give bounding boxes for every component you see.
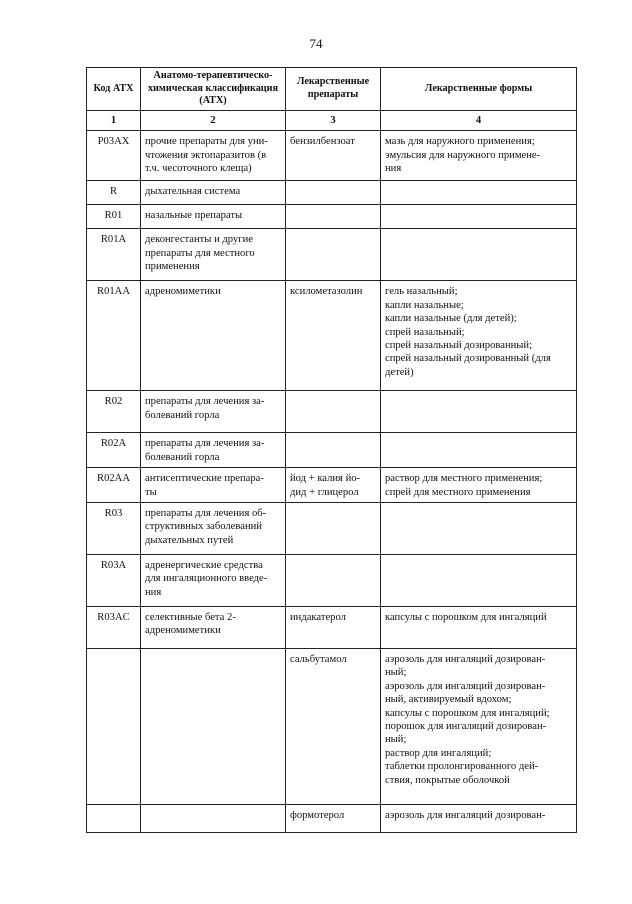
- dosage-forms-cell: [381, 229, 577, 281]
- atc-code-cell: R01A: [87, 229, 141, 281]
- dosage-forms-cell: [381, 503, 577, 555]
- table-row: [87, 468, 577, 503]
- column-number-row: [87, 111, 577, 131]
- drug-name-cell: индакатерол: [286, 607, 381, 649]
- classification-cell: адренергические средства для ингаляционного введе- ния: [141, 555, 286, 607]
- drug-name-cell: [286, 391, 381, 433]
- table-row: [87, 433, 577, 468]
- classification-cell: назальные препараты: [141, 205, 286, 229]
- column-number: 4: [381, 111, 577, 131]
- dosage-forms-cell: раствор для местного применения; спрей для местного применения: [381, 468, 577, 503]
- table-row: [87, 649, 577, 805]
- drug-name-cell: [286, 181, 381, 205]
- classification-cell: препараты для лечения об- структивных заболеваний дыхательных путей: [141, 503, 286, 555]
- table-row: [87, 555, 577, 607]
- drug-name-cell: [286, 555, 381, 607]
- table-row: [87, 131, 577, 181]
- table-row: [87, 205, 577, 229]
- header-atc-classification: Анатомо-терапевтическо-химическая классификация (АТХ): [141, 68, 286, 111]
- dosage-forms-cell: аэрозоль для ингаляций дозирован- ный; аэрозоль для ингаляций дозирован- ный, активируемый вдохом; капсулы с порошком для ингаляций; порошок для ингаляций дозирован- ный; раствор для ингаляций; таблетки пролонгированного дей- ствия, покрытые оболочкой: [381, 649, 577, 805]
- atc-code-cell: R02A: [87, 433, 141, 468]
- table-row: [87, 229, 577, 281]
- drug-name-cell: [286, 229, 381, 281]
- atc-drug-table: [86, 67, 577, 833]
- dosage-forms-cell: [381, 181, 577, 205]
- classification-cell: [141, 649, 286, 805]
- column-number: 1: [87, 111, 141, 131]
- classification-cell: селективные бета 2- адреномиметики: [141, 607, 286, 649]
- dosage-forms-cell: аэрозоль для ингаляций дозирован-: [381, 805, 577, 833]
- classification-cell: прочие препараты для уни- чтожения эктопаразитов (в т.ч. чесоточного клеща): [141, 131, 286, 181]
- classification-cell: адреномиметики: [141, 281, 286, 391]
- classification-cell: препараты для лечения за- болеваний горла: [141, 391, 286, 433]
- classification-cell: антисептические препара- ты: [141, 468, 286, 503]
- atc-code-cell: R01AA: [87, 281, 141, 391]
- column-number: 3: [286, 111, 381, 131]
- atc-code-cell: R03AC: [87, 607, 141, 649]
- table-row: [87, 391, 577, 433]
- dosage-forms-cell: [381, 555, 577, 607]
- table-row: [87, 181, 577, 205]
- dosage-forms-cell: мазь для наружного применения; эмульсия для наружного примене- ния: [381, 131, 577, 181]
- header-row: [87, 68, 577, 111]
- classification-cell: деконгестанты и другие препараты для местного применения: [141, 229, 286, 281]
- classification-cell: препараты для лечения за- болеваний горла: [141, 433, 286, 468]
- page-number: 74: [309, 36, 323, 51]
- atc-code-cell: R02AA: [87, 468, 141, 503]
- column-number: 2: [141, 111, 286, 131]
- atc-code-cell: R03: [87, 503, 141, 555]
- atc-code-cell: R01: [87, 205, 141, 229]
- drug-name-cell: йод + калия йо- дид + глицерол: [286, 468, 381, 503]
- table-row: [87, 607, 577, 649]
- dosage-forms-cell: [381, 205, 577, 229]
- atc-code-cell: P03AX: [87, 131, 141, 181]
- table-row: [87, 503, 577, 555]
- header-atc-code: Код АТХ: [87, 68, 141, 111]
- atc-code-cell: R02: [87, 391, 141, 433]
- drug-name-cell: [286, 503, 381, 555]
- atc-code-cell: R03A: [87, 555, 141, 607]
- table-body: [87, 131, 577, 833]
- atc-code-cell: [87, 649, 141, 805]
- drug-name-cell: [286, 205, 381, 229]
- drug-name-cell: сальбутамол: [286, 649, 381, 805]
- table-row: [87, 281, 577, 391]
- header-drugs: Лекарственные препараты: [286, 68, 381, 111]
- atc-code-cell: R: [87, 181, 141, 205]
- classification-cell: дыхательная система: [141, 181, 286, 205]
- table-row: [87, 805, 577, 833]
- dosage-forms-cell: гель назальный; капли назальные; капли назальные (для детей); спрей назальный; спрей назальный дозированный; спрей назальный дозированный (для детей): [381, 281, 577, 391]
- drug-name-cell: бензилбензоат: [286, 131, 381, 181]
- drug-name-cell: [286, 433, 381, 468]
- dosage-forms-cell: капсулы с порошком для ингаляций: [381, 607, 577, 649]
- drug-name-cell: формотерол: [286, 805, 381, 833]
- classification-cell: [141, 805, 286, 833]
- drug-name-cell: ксилометазолин: [286, 281, 381, 391]
- header-dosage-forms: Лекарственные формы: [381, 68, 577, 111]
- dosage-forms-cell: [381, 433, 577, 468]
- atc-code-cell: [87, 805, 141, 833]
- dosage-forms-cell: [381, 391, 577, 433]
